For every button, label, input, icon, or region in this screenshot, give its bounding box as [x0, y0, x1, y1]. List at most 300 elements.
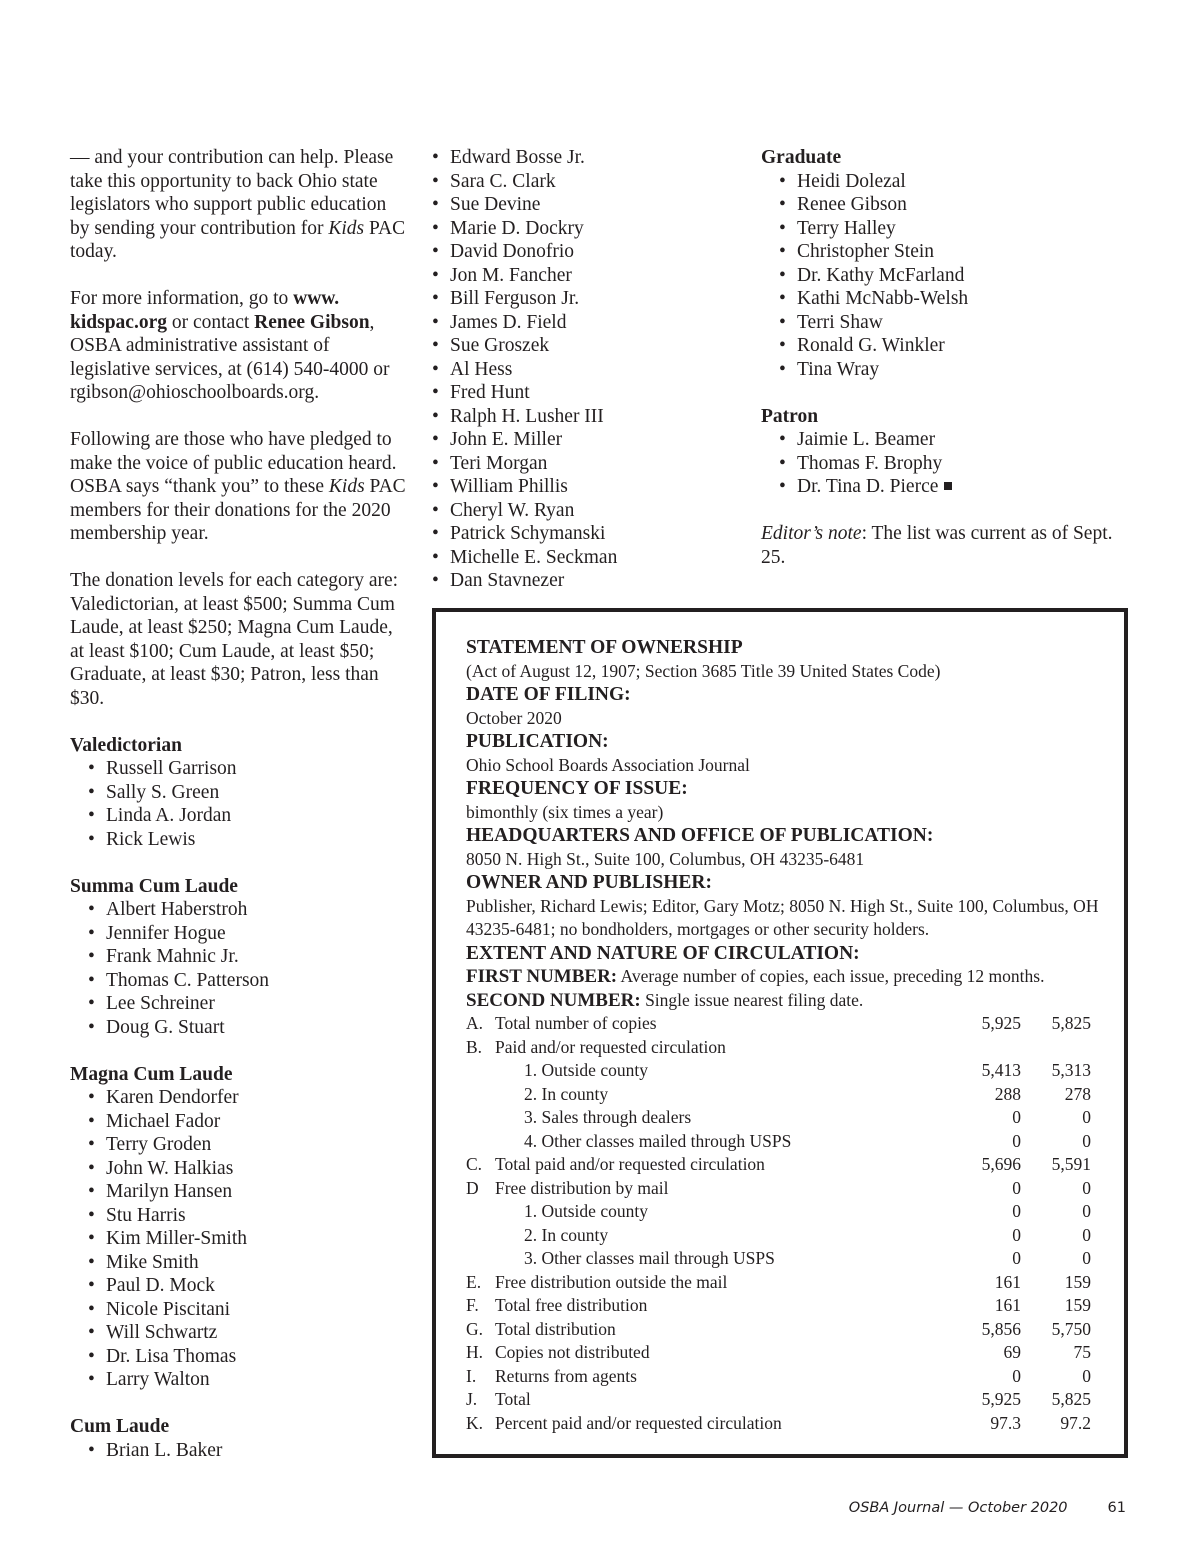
row-label: 2. In county [524, 1224, 609, 1245]
bullet-icon: • [88, 1016, 95, 1038]
member-list-item [432, 452, 732, 476]
first-number-value [956, 1036, 1021, 1060]
row-letter: G. [466, 1318, 484, 1339]
first-number-value: 0 [1012, 1248, 1021, 1268]
member-list-item [432, 146, 732, 170]
member-list-item [70, 1368, 410, 1392]
member-list-item [70, 969, 410, 993]
member-list [70, 1439, 410, 1463]
member-list-item [432, 569, 732, 593]
member-name: Sara C. Clark [450, 170, 556, 192]
member-name: Ralph H. Lusher III [450, 405, 604, 427]
circulation-row [466, 1341, 1091, 1365]
circulation-row [466, 1106, 1091, 1130]
member-list-item [70, 992, 410, 1016]
category-valedictorian [70, 734, 410, 852]
donation-levels-paragraph: The donation levels for each category are: Valedictorian, at least $500; Summa Cum Laude, at least $250; Magna Cum Laude, at least $100; Cum Laude, at least $50; Graduate, at least $30; Patron, less than $30. [70, 570, 399, 709]
circulation-row [466, 1271, 1091, 1295]
member-name: Thomas C. Patterson [106, 969, 270, 991]
member-list-item [432, 546, 732, 570]
bullet-icon: • [432, 405, 439, 427]
bullet-icon: • [432, 335, 439, 356]
first-number-value: 161 [994, 1271, 1021, 1292]
member-list-item [70, 1204, 410, 1228]
headquarters-label: HEADQUARTERS AND OFFICE OF PUBLICATION: [466, 825, 934, 846]
member-list-item [761, 311, 1121, 335]
first-number-value: 5,925 [981, 1389, 1021, 1409]
member-name: Sue Devine [450, 194, 541, 215]
row-label: Total paid and/or requested circulation [495, 1154, 765, 1174]
member-name: Stu Harris [106, 1204, 186, 1226]
member-name: Jon M. Fancher [450, 264, 572, 286]
bullet-icon: • [88, 1181, 95, 1202]
member-name: Kim Miller-Smith [106, 1228, 247, 1249]
second-number-value: 278 [1064, 1083, 1091, 1104]
member-name: Sue Groszek [450, 335, 550, 356]
member-name: Renee Gibson [797, 194, 907, 215]
first-number-value: 0 [1012, 1177, 1021, 1198]
member-list-item [432, 264, 732, 288]
member-name: Kathi McNabb-Welsh [797, 288, 969, 309]
member-name: Dr. Lisa Thomas [106, 1345, 237, 1367]
bullet-icon: • [432, 570, 439, 591]
member-name: Karen Dendorfer [106, 1087, 239, 1108]
second-number-value: 0 [1082, 1130, 1091, 1151]
bullet-icon: • [432, 288, 439, 309]
bullet-icon: • [432, 452, 439, 474]
member-list [70, 1086, 410, 1392]
member-name: Ronald G. Winkler [797, 335, 945, 356]
intro-paragraph-1: — and your contribution can help. Please take this opportunity to back Ohio state legislators who support public education by sending your contribution for Kids PAC today. [70, 147, 406, 262]
bullet-icon: • [88, 1275, 95, 1296]
member-name: John E. Miller [450, 429, 563, 450]
member-list-item [761, 170, 1121, 194]
member-name: Brian L. Baker [106, 1439, 223, 1461]
row-label: Total distribution [495, 1318, 616, 1339]
member-list-item [70, 1133, 410, 1157]
circulation-row [466, 1247, 1091, 1271]
bullet-icon: • [88, 1322, 95, 1343]
row-label: Free distribution outside the mail [495, 1271, 728, 1292]
bullet-icon: • [432, 194, 439, 215]
category-heading: Summa Cum Laude [70, 875, 238, 897]
member-list-item [761, 264, 1121, 288]
page-footer [600, 1500, 1126, 1516]
second-number-value: 0 [1082, 1201, 1091, 1221]
circulation-row [466, 1059, 1091, 1083]
journal-issue: OSBA Journal — October 2020 [848, 1500, 1068, 1516]
first-number-value: 69 [1003, 1342, 1021, 1362]
second-number-value: 159 [1064, 1295, 1091, 1315]
member-list-item [70, 781, 410, 805]
category-heading: Valedictorian [70, 734, 182, 756]
row-letter: F. [466, 1295, 479, 1315]
circulation-row [466, 1083, 1091, 1107]
first-number-value: 5,925 [981, 1013, 1021, 1033]
member-list-item [70, 922, 410, 946]
member-name: Teri Morgan [450, 452, 548, 474]
bullet-icon: • [779, 452, 786, 474]
member-list-item [432, 240, 732, 264]
row-label: 1. Outside county [524, 1201, 648, 1221]
circulation-row [466, 1224, 1091, 1248]
member-list [761, 170, 1121, 382]
bullet-icon: • [88, 946, 95, 967]
member-list-item [70, 1298, 410, 1322]
member-name: Fred Hunt [450, 382, 530, 403]
member-name: Cheryl W. Ryan [450, 499, 575, 521]
member-list-item [432, 381, 732, 405]
category-patron [761, 405, 1121, 499]
bullet-icon: • [88, 1251, 95, 1273]
member-list-item [70, 1086, 410, 1110]
row-letter [466, 1224, 495, 1248]
member-name: Jaimie L. Beamer [797, 429, 936, 450]
member-name: Dan Stavnezer [450, 570, 565, 591]
member-name: Michael Fador [106, 1110, 221, 1132]
circulation-row [466, 1012, 1091, 1036]
row-letter [466, 1247, 495, 1271]
member-name: Edward Bosse Jr. [450, 147, 585, 168]
first-number-line: FIRST NUMBER: Average number of copies, each issue, preceding 12 months. [466, 966, 1045, 987]
bullet-icon: • [432, 523, 439, 544]
row-label: Total [495, 1389, 531, 1409]
bullet-icon: • [432, 147, 439, 168]
row-letter: K. [466, 1412, 484, 1433]
row-label: Free distribution by mail [495, 1177, 669, 1198]
row-letter: A. [466, 1013, 484, 1033]
member-list-item [761, 287, 1121, 311]
category-heading: Magna Cum Laude [70, 1063, 233, 1085]
member-name: Dr. Kathy McFarland [797, 264, 965, 286]
member-name: Marie D. Dockry [450, 217, 584, 239]
bullet-icon: • [779, 358, 786, 380]
first-number-value: 97.3 [990, 1412, 1021, 1433]
member-list-item [432, 287, 732, 311]
column-left [70, 146, 410, 1462]
column-right [761, 146, 1121, 593]
contact-name: Renee Gibson [254, 311, 370, 333]
member-name: Terry Groden [106, 1134, 212, 1155]
publication-value: Ohio School Boards Association Journal [466, 754, 750, 775]
bullet-icon: • [88, 1087, 95, 1108]
row-letter: E. [466, 1271, 482, 1292]
member-list-item [761, 358, 1121, 382]
row-letter [466, 1130, 495, 1154]
bullet-icon: • [779, 170, 786, 192]
bullet-icon: • [88, 828, 95, 850]
row-letter: J. [466, 1389, 478, 1409]
cum-laude-continued [432, 146, 732, 593]
member-list-item [70, 1274, 410, 1298]
bullet-icon: • [88, 1134, 95, 1155]
member-list-item [70, 1180, 410, 1204]
category-summa-cum-laude [70, 875, 410, 1040]
member-list-item [432, 334, 732, 358]
bullet-icon: • [432, 264, 439, 286]
member-name: Doug G. Stuart [106, 1016, 225, 1038]
second-number-value: 5,825 [1051, 1013, 1091, 1033]
first-number-value: 0 [1012, 1130, 1021, 1151]
second-number-value: 0 [1082, 1177, 1091, 1198]
circulation-row [466, 1294, 1091, 1318]
bullet-icon: • [779, 311, 786, 333]
row-label: Returns from agents [495, 1365, 637, 1386]
row-label: 4. Other classes mailed through USPS [524, 1130, 792, 1151]
member-name: Christopher Stein [797, 241, 935, 262]
member-list-item [432, 193, 732, 217]
bullet-icon: • [88, 781, 95, 803]
date-of-filing-value: October 2020 [466, 707, 562, 728]
member-list-item [70, 1345, 410, 1369]
category-magna-cum-laude [70, 1063, 410, 1392]
category-heading: Cum Laude [70, 1416, 170, 1437]
member-list [70, 898, 410, 1039]
row-label: Total number of copies [495, 1013, 657, 1033]
member-list-item [761, 428, 1121, 452]
row-letter [466, 1106, 495, 1130]
member-name: William Phillis [450, 476, 568, 497]
member-list-item [761, 217, 1121, 241]
member-list-item [70, 1016, 410, 1040]
member-list-item [761, 240, 1121, 264]
member-list-item [432, 311, 732, 335]
circulation-row [466, 1318, 1091, 1342]
member-name: Dr. Tina D. Pierce [797, 476, 939, 497]
member-list-item [70, 804, 410, 828]
member-name: Nicole Piscitani [106, 1298, 231, 1320]
editor-note: Editor’s note: The list was current as of Sept. 25. [761, 523, 1113, 568]
first-number-value: 5,696 [981, 1154, 1021, 1174]
bullet-icon: • [88, 1204, 95, 1226]
member-name: Larry Walton [106, 1369, 210, 1390]
member-name: Heidi Dolezal [797, 170, 906, 192]
member-list-item [761, 193, 1121, 217]
member-name: Paul D. Mock [106, 1275, 215, 1296]
member-list-item [761, 475, 1121, 499]
member-list-item [70, 1110, 410, 1134]
member-name: John W. Halkias [106, 1157, 234, 1179]
row-letter: D [466, 1177, 479, 1198]
row-label: 3. Other classes mail through USPS [524, 1248, 775, 1268]
second-number-value: 5,750 [1051, 1318, 1091, 1339]
member-name: Marilyn Hansen [106, 1181, 233, 1202]
member-list-item [70, 1321, 410, 1345]
member-list-item [432, 217, 732, 241]
bullet-icon: • [432, 241, 439, 262]
row-letter [466, 1059, 495, 1083]
category-heading: Graduate [761, 147, 842, 168]
member-list-item [761, 452, 1121, 476]
member-name: Lee Schreiner [106, 993, 215, 1014]
row-label: 1. Outside county [524, 1060, 648, 1080]
member-list-item [70, 945, 410, 969]
second-number-value: 159 [1064, 1271, 1091, 1292]
bullet-icon: • [779, 288, 786, 309]
row-letter [466, 1083, 495, 1107]
member-name: Jennifer Hogue [106, 922, 226, 944]
statement-of-ownership-box [432, 608, 1128, 1458]
second-number-value: 5,313 [1051, 1060, 1091, 1080]
member-name: Albert Haberstroh [106, 899, 248, 920]
member-name: Rick Lewis [106, 828, 196, 850]
member-list-item [432, 475, 732, 499]
category-graduate [761, 146, 1121, 381]
member-name: Al Hess [450, 358, 513, 380]
bullet-icon: • [88, 1157, 95, 1179]
intro-paragraph-2: For more information, go to www. kidspac.org or contact Renee Gibson, OSBA administrative assistant of legislative services, at (614) 540-4000 or rgibson@ohioschoolboards.org. [70, 288, 390, 403]
end-of-article-icon [944, 482, 952, 490]
bullet-icon: • [88, 899, 95, 920]
statement-title: STATEMENT OF OWNERSHIP [466, 637, 743, 658]
bullet-icon: • [432, 170, 439, 192]
bullet-icon: • [88, 805, 95, 826]
second-number-value: 5,825 [1051, 1389, 1091, 1409]
circulation-row [466, 1130, 1091, 1154]
member-list-item [70, 828, 410, 852]
headquarters-value: 8050 N. High St., Suite 100, Columbus, OH 43235-6481 [466, 848, 865, 869]
circulation-row [466, 1177, 1091, 1201]
bullet-icon: • [779, 217, 786, 239]
circulation-row [466, 1036, 1091, 1060]
member-name: Patrick Schymanski [450, 523, 606, 544]
member-list-item [432, 522, 732, 546]
category-heading: Patron [761, 405, 819, 427]
second-number-value: 0 [1082, 1248, 1091, 1268]
second-number-value: 97.2 [1060, 1412, 1091, 1433]
bullet-icon: • [88, 993, 95, 1014]
member-list-item [70, 898, 410, 922]
bullet-icon: • [88, 1369, 95, 1390]
second-number-line: SECOND NUMBER: Single issue nearest filing date. [466, 989, 864, 1011]
bullet-icon: • [88, 1345, 95, 1367]
row-letter [466, 1200, 495, 1224]
row-label: Total free distribution [495, 1295, 648, 1315]
bullet-icon: • [779, 194, 786, 215]
member-list-item [432, 170, 732, 194]
circulation-row [466, 1365, 1091, 1389]
member-name: Sally S. Green [106, 781, 220, 803]
member-list-item [70, 1251, 410, 1275]
bullet-icon: • [432, 546, 439, 568]
first-number-value: 0 [1012, 1107, 1021, 1127]
second-number-value: 0 [1082, 1107, 1091, 1127]
row-letter: H. [466, 1342, 484, 1362]
first-number-value: 288 [994, 1083, 1021, 1104]
bullet-icon: • [88, 922, 95, 944]
member-name: Linda A. Jordan [106, 805, 232, 826]
second-number-value: 0 [1082, 1224, 1091, 1245]
row-letter: C. [466, 1154, 483, 1174]
statement-act: (Act of August 12, 1907; Section 3685 Title 39 United States Code) [466, 660, 941, 681]
bullet-icon: • [88, 969, 95, 991]
second-number-value: 75 [1073, 1342, 1091, 1362]
bullet-icon: • [432, 358, 439, 380]
member-name: Thomas F. Brophy [797, 452, 943, 474]
member-name: Michelle E. Seckman [450, 546, 618, 568]
member-list-item [761, 334, 1121, 358]
member-list-item [70, 757, 410, 781]
row-label: Percent paid and/or requested circulation [495, 1412, 782, 1433]
member-name: Terri Shaw [797, 311, 883, 333]
member-list [761, 428, 1121, 499]
first-number-value: 0 [1012, 1365, 1021, 1386]
first-number-value: 5,413 [981, 1060, 1021, 1080]
date-of-filing-label: DATE OF FILING: [466, 684, 631, 705]
member-name: Mike Smith [106, 1251, 199, 1273]
circulation-row [466, 1412, 1091, 1436]
member-list-item [432, 499, 732, 523]
bullet-icon: • [432, 382, 439, 403]
column-middle [432, 146, 732, 593]
bullet-icon: • [88, 1439, 95, 1461]
member-list-item [70, 1439, 410, 1463]
frequency-value: bimonthly (six times a year) [466, 801, 664, 822]
frequency-label: FREQUENCY OF ISSUE: [466, 778, 688, 799]
member-list [70, 757, 410, 851]
circulation-row [466, 1388, 1091, 1412]
bullet-icon: • [432, 311, 439, 333]
bullet-icon: • [779, 335, 786, 356]
row-letter: B. [466, 1036, 483, 1057]
publication-label: PUBLICATION: [466, 731, 609, 752]
bullet-icon: • [432, 499, 439, 521]
member-name: Tina Wray [797, 358, 880, 380]
second-number-value: 0 [1082, 1365, 1091, 1386]
row-label: Copies not distributed [495, 1342, 650, 1362]
bullet-icon: • [88, 1298, 95, 1320]
member-list-item [432, 428, 732, 452]
member-list-item [70, 1157, 410, 1181]
bullet-icon: • [432, 476, 439, 497]
bullet-icon: • [779, 476, 786, 497]
row-label: 3. Sales through dealers [524, 1107, 692, 1127]
intro-paragraph-3: Following are those who have pledged to make the voice of public education heard. OSBA says “thank you” to these Kids PAC members for their donations for the 2020 membership year. [70, 429, 406, 544]
bullet-icon: • [779, 264, 786, 286]
member-name: David Donofrio [450, 241, 575, 262]
bullet-icon: • [432, 429, 439, 450]
extent-label: EXTENT AND NATURE OF CIRCULATION: [466, 942, 860, 964]
category-cum-laude [70, 1415, 410, 1462]
second-number-value: 5,591 [1051, 1154, 1091, 1174]
member-list-item [70, 1227, 410, 1251]
member-name: Russell Garrison [106, 758, 237, 779]
member-list-item [432, 405, 732, 429]
member-name: Bill Ferguson Jr. [450, 288, 580, 309]
member-name: Frank Mahnic Jr. [106, 946, 239, 967]
kidspac-link[interactable]: www. kidspac.org [70, 288, 340, 333]
bullet-icon: • [432, 217, 439, 239]
row-letter: I. [466, 1365, 477, 1386]
owner-value: Publisher, Richard Lewis; Editor, Gary Motz; 8050 N. High St., Suite 100, Columbus, OH 43235-6481; no bondholders, mortgages or other security holders. [466, 895, 1099, 939]
first-number-value: 161 [994, 1295, 1021, 1315]
first-number-value: 0 [1012, 1201, 1021, 1221]
member-name: Terry Halley [797, 217, 896, 239]
member-name: James D. Field [450, 311, 567, 333]
first-number-value: 0 [1012, 1224, 1021, 1245]
bullet-icon: • [88, 1228, 95, 1249]
first-number-value: 5,856 [981, 1318, 1021, 1339]
row-label: 2. In county [524, 1083, 609, 1104]
bullet-icon: • [88, 758, 95, 779]
member-name: Will Schwartz [106, 1322, 218, 1343]
page-number: 61 [1107, 1500, 1126, 1516]
circulation-table [466, 1012, 1091, 1435]
second-number-value [1021, 1036, 1091, 1060]
circulation-row [466, 1153, 1091, 1177]
bullet-icon: • [779, 241, 786, 262]
member-list-item [432, 358, 732, 382]
